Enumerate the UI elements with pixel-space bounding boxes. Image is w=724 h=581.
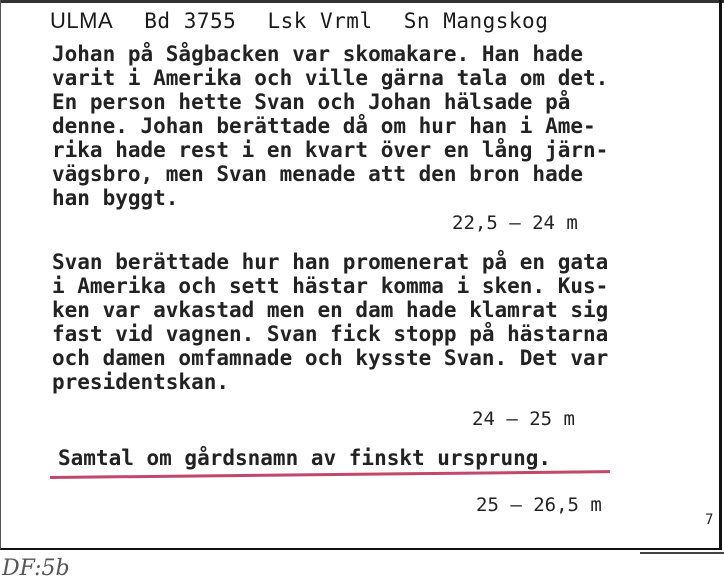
text-line: ken var avkastad men en dam hade klamrat sig [52,298,609,322]
paragraph-svan [52,250,608,394]
subject-line-text: Samtal om gårdsnamn av finskt ursprung. [58,446,552,470]
text-line: denne. Johan berättade då om hur han i Ame- [52,114,596,138]
province: Lsk Vrml [267,9,373,33]
text-line: han byggt. [52,186,179,210]
text-line: vägsbro, men Svan menade att den bron hade [52,162,584,186]
timecode-3: 25 – 26,5 m [476,494,602,516]
text-line: En person hette Svan och Johan hälsade på [52,90,571,114]
text-line: och damen omfamnade och kysste Svan. Det var [52,346,609,370]
volume-number: Bd 3755 [144,9,237,33]
text-line: Johan på Sågbacken var skomakare. Han hade [52,42,584,66]
text-line: rika hade rest i en kvart över en lång järn- [52,138,609,162]
text-line: presidentskan. [52,370,230,394]
text-line: fast vid vagnen. Svan fick stopp på hästarna [52,322,609,346]
timecode-2: 24 – 25 m [472,408,575,430]
text-line: Svan berättade hur han promenerat på en gata [52,250,609,274]
handwritten-note: DF:5b [2,556,70,581]
text-line: varit i Amerika och ville gärna tala om det. [52,66,609,90]
corner-mark: 7 [705,512,714,528]
text-line: i Amerika och sett hästar komma i sken. Kus- [52,274,609,298]
timecode-1: 22,5 – 24 m [452,212,578,234]
card-header [50,8,566,34]
paragraph-johan [52,42,608,210]
bottom-rule [640,552,724,554]
parish: Sn Mangskog [403,9,549,33]
archive-code: ULMA [50,8,114,33]
